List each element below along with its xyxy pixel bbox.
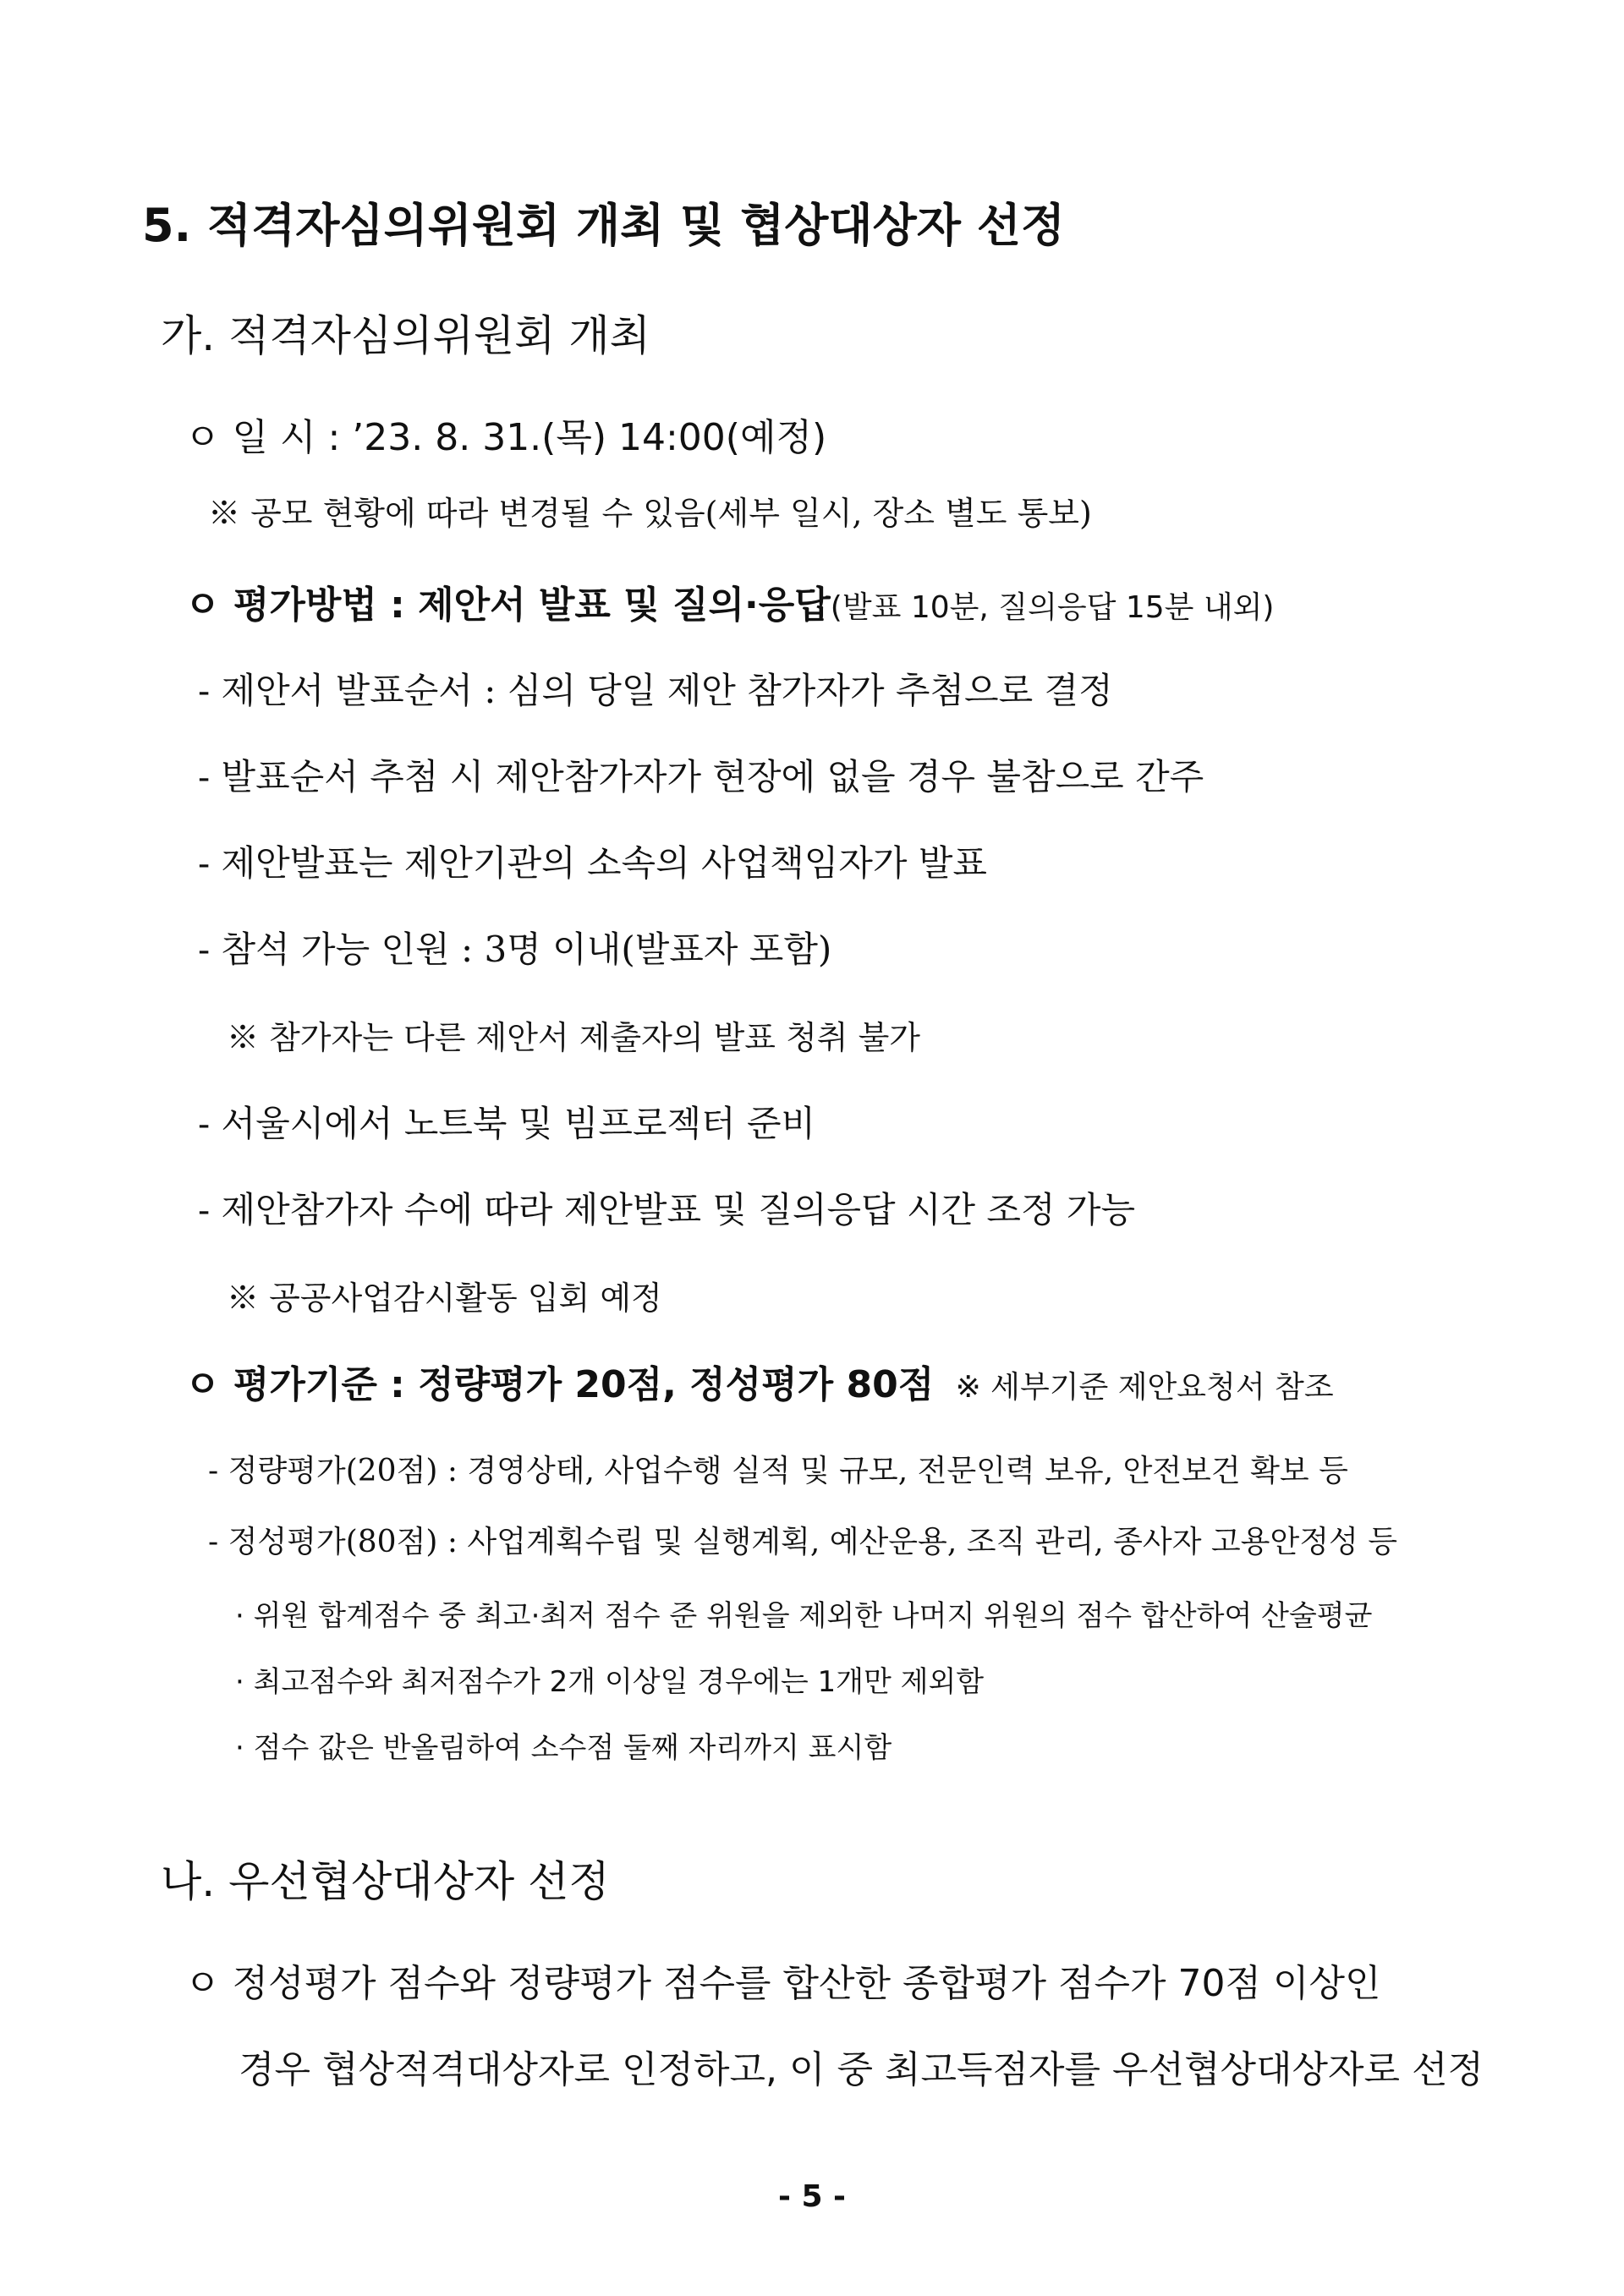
criteria-subitem: - 정량평가(20점) : 경영상태, 사업수행 실적 및 규모, 전문인력 보유, 안전보건 확보 등 — [208, 1454, 1348, 1488]
method-subitem: - 참석 가능 인원 : 3명 이내(발표자 포함) — [198, 929, 832, 970]
criteria-bullet: · 최고점수와 최저점수가 2개 이상일 경우에는 1개만 제외함 — [235, 1665, 985, 1699]
criteria-note: ※ 세부기준 제안요청서 참조 — [955, 1370, 1334, 1405]
method-note: ※ 참가자는 다른 제안서 제출자의 발표 청취 불가 — [227, 1019, 921, 1056]
criteria-item — [184, 1363, 1334, 1406]
criteria-bullet: · 점수 값은 반올림하여 소수점 둘째 자리까지 표시함 — [235, 1731, 892, 1765]
method-subitem: - 제안발표는 제안기관의 소속의 사업책임자가 발표 — [198, 842, 987, 884]
method-subitem: - 제안서 발표순서 : 심의 당일 제안 참가자가 추첨으로 결정 — [198, 670, 1113, 711]
method-subitem: - 서울시에서 노트북 및 빔프로젝터 준비 — [198, 1103, 816, 1144]
date-note: ※ 공모 현황에 따라 변경될 수 있음(세부 일시, 장소 별도 통보) — [208, 495, 1092, 532]
subsection-a-title: 가. 적격자심의위원회 개최 — [161, 311, 650, 360]
method-subitem: - 발표순서 추첨 시 제안참가자가 현장에 없을 경우 불참으로 간주 — [198, 756, 1204, 797]
selection-item-line1: ㅇ 정성평가 점수와 정량평가 점수를 합산한 종합평가 점수가 70점 이상인 — [184, 1962, 1381, 2005]
criteria-label: ㅇ 평가기준 : 정량평가 20점, 정성평가 80점 — [184, 1363, 935, 1406]
method-item — [184, 584, 1275, 627]
section-heading: 5. 적격자심의위원회 개최 및 협상대상자 선정 — [142, 199, 1066, 252]
criteria-subitem: - 정성평가(80점) : 사업계획수립 및 실행계획, 예산운용, 조직 관리, 종사자 고용안정성 등 — [208, 1525, 1398, 1559]
method-detail: (발표 10분, 질의응답 15분 내외) — [830, 590, 1275, 625]
date-item: ㅇ 일 시 : ’23. 8. 31.(목) 14:00(예정) — [184, 416, 827, 459]
selection-item-line2: 경우 협상적격대상자로 인정하고, 이 중 최고득점자를 우선협상대상자로 선정 — [239, 2048, 1484, 2091]
subsection-b-title: 나. 우선협상대상자 선정 — [161, 1857, 610, 1906]
method-note: ※ 공공사업감시활동 입회 예정 — [227, 1280, 662, 1317]
criteria-bullet: · 위원 합계점수 중 최고·최저 점수 준 위원을 제외한 나머지 위원의 점수 합산하여 산술평균 — [235, 1599, 1373, 1633]
method-label: ㅇ 평가방법 : 제안서 발표 및 질의·응답 — [184, 584, 831, 627]
method-subitem: - 제안참가자 수에 따라 제안발표 및 질의응답 시간 조정 가능 — [198, 1189, 1136, 1230]
page-number: - 5 - — [778, 2179, 846, 2214]
